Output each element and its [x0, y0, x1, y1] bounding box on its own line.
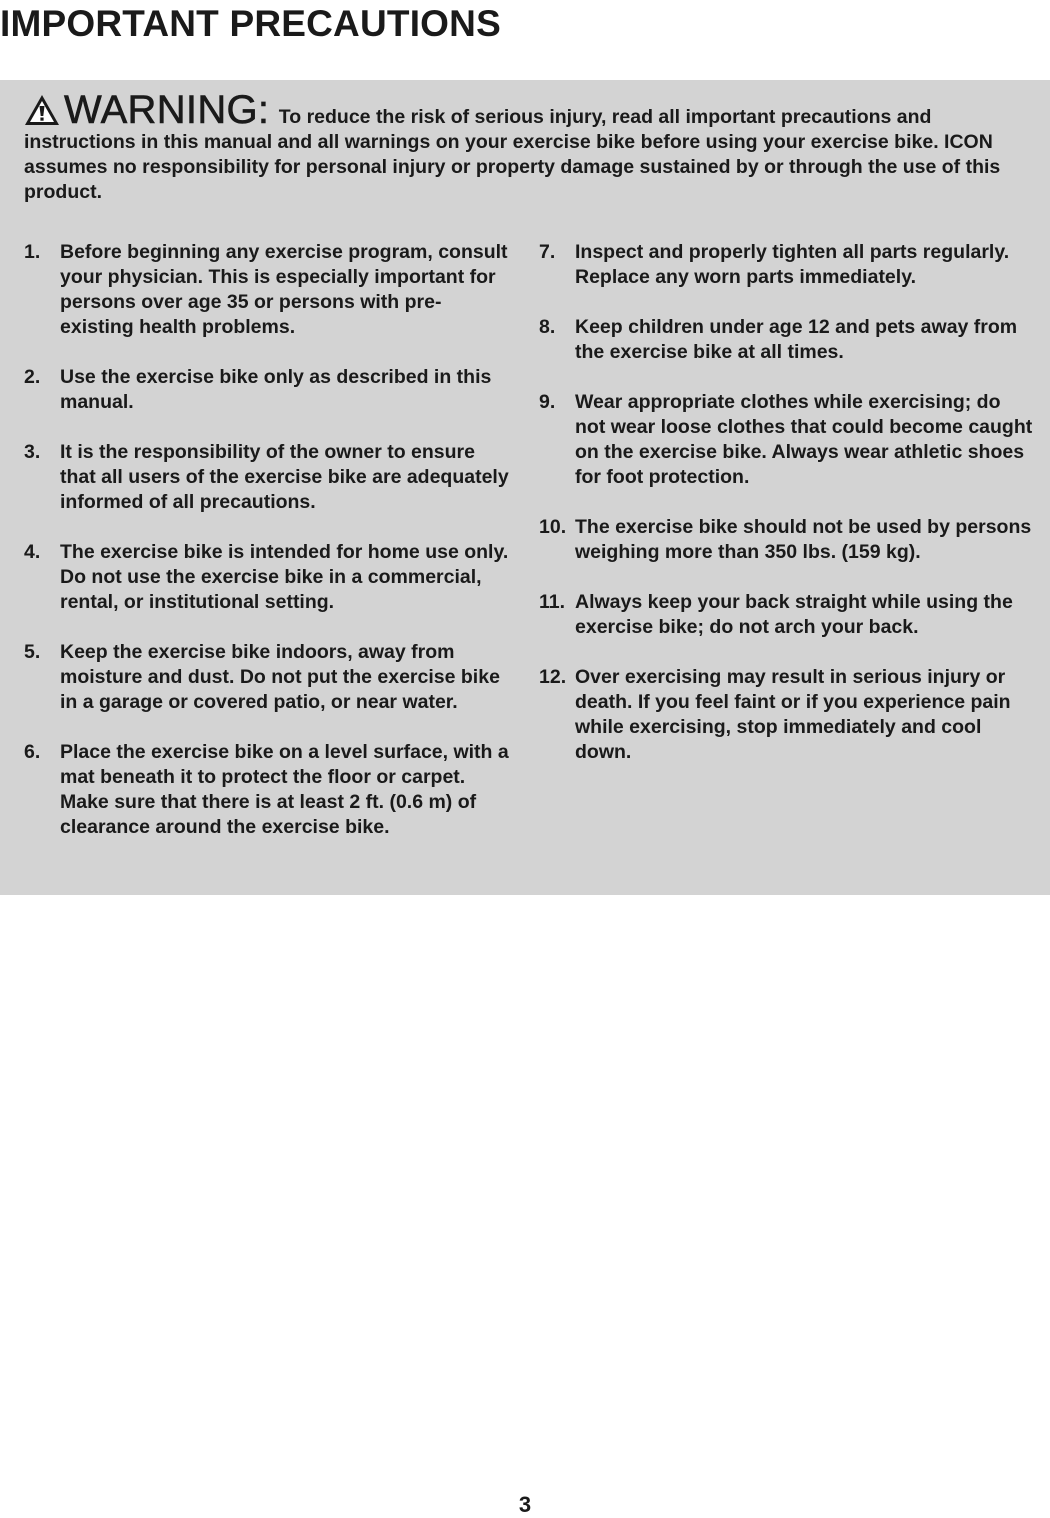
precaution-number: 4.: [24, 541, 41, 563]
page-title: IMPORTANT PRECAUTIONS: [0, 3, 501, 44]
precaution-text: The exercise bike is intended for home use only. Do not use the exercise bike in a commercial, rental, or institutional setting.: [60, 541, 509, 613]
precaution-text: Before beginning any exercise program, consult your physician. This is especially important for persons over age 35 or persons with pre-existing health problems.: [60, 241, 508, 338]
precaution-text: The exercise bike should not be used by persons weighing more than 350 lbs. (159 kg).: [575, 516, 1032, 563]
precaution-item: [539, 665, 1034, 765]
precaution-text: Inspect and properly tighten all parts regularly. Replace any worn parts immediately.: [575, 241, 1010, 288]
precaution-number: 11.: [539, 591, 566, 613]
warning-body-text: To reduce the risk of serious injury, read all important precautions and instructions in this manual and all warnings on your exercise bike before using your exercise bike. ICON assumes no responsibility for personal injury or property damage sustained by or through the use of this product.: [24, 106, 1001, 203]
precaution-item: [539, 240, 1034, 290]
precaution-number: 7.: [539, 241, 556, 263]
precaution-number: 8.: [539, 316, 556, 338]
precaution-text: Wear appropriate clothes while exercising; do not wear loose clothes that could become caught on the exercise bike. Always wear athletic shoes for foot protection.: [575, 391, 1033, 488]
precaution-text: Keep children under age 12 and pets away from the exercise bike at all times.: [575, 316, 1018, 363]
precaution-item: [24, 365, 514, 415]
page-number: 3: [518, 1492, 532, 1517]
warning-label: WARNING:: [64, 88, 270, 132]
precaution-item: [24, 440, 514, 515]
warning-statement: [24, 88, 1034, 205]
precaution-number: 9.: [539, 391, 556, 413]
precautions-list-left: [24, 240, 514, 865]
precaution-text: Always keep your back straight while using the exercise bike; do not arch your back.: [575, 591, 1013, 638]
precaution-text: Keep the exercise bike indoors, away from moisture and dust. Do not put the exercise bike in a garage or covered patio, or near water.: [60, 641, 500, 713]
warning-triangle-icon: [24, 94, 60, 126]
precaution-text: Place the exercise bike on a level surface, with a mat beneath it to protect the floor or carpet. Make sure that there is at least 2 ft. (0.6 m) of clearance around the exercise bike.: [60, 741, 509, 838]
precaution-item: [539, 590, 1034, 640]
precaution-text: It is the responsibility of the owner to ensure that all users of the exercise bike are adequately informed of all precautions.: [60, 441, 509, 513]
precaution-number: 1.: [24, 241, 41, 263]
precaution-item: [539, 515, 1034, 565]
precaution-number: 3.: [24, 441, 41, 463]
precaution-number: 12.: [539, 666, 567, 688]
precaution-number: 5.: [24, 641, 41, 663]
precaution-number: 2.: [24, 366, 41, 388]
precaution-item: [24, 240, 514, 340]
precaution-item: [24, 540, 514, 615]
precaution-item: [24, 640, 514, 715]
precaution-item: [539, 390, 1034, 490]
warning-box: [0, 80, 1050, 895]
precaution-number: 10.: [539, 516, 567, 538]
precaution-item: [539, 315, 1034, 365]
precaution-number: 6.: [24, 741, 41, 763]
precautions-list-right: [539, 240, 1034, 790]
precaution-item: [24, 740, 514, 840]
precaution-text: Use the exercise bike only as described in this manual.: [60, 366, 492, 413]
precaution-text: Over exercising may result in serious injury or death. If you feel faint or if you experience pain while exercising, stop immediately and cool down.: [575, 666, 1011, 763]
